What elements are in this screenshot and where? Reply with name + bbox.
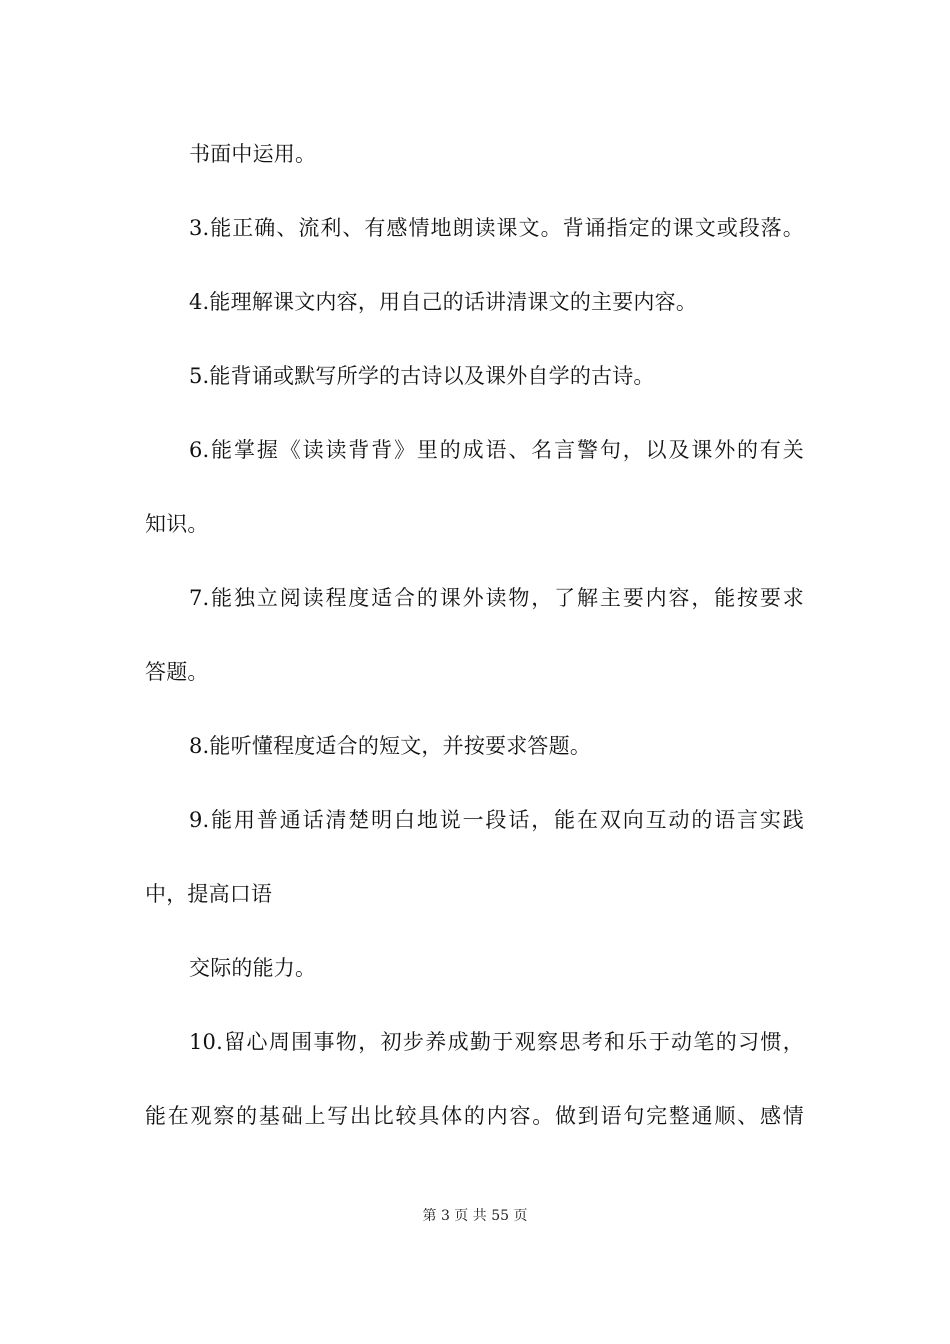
text-line: 8.能听懂程度适合的短文，并按要求答题。 xyxy=(189,734,592,758)
text-line: 5.能背诵或默写所学的古诗以及课外自学的古诗。 xyxy=(189,364,655,388)
text-line: 交际的能力。 xyxy=(189,956,317,980)
text-line: 6.能掌握《读读背背》里的成语、名言警句，以及课外的有关 xyxy=(189,438,804,462)
text-line: 9.能用普通话清楚明白地说一段话，能在双向互动的语言实践 xyxy=(189,808,804,832)
text-line: 3.能正确、流利、有感情地朗读课文。背诵指定的课文或段落。 xyxy=(189,216,804,240)
text-line: 知识。 xyxy=(145,512,209,536)
page-number-footer: 第 3 页 共 55 页 xyxy=(422,1208,528,1224)
text-line: 中，提高口语 xyxy=(145,882,273,906)
text-line: 10.留心周围事物，初步养成勤于观察思考和乐于动笔的习惯， xyxy=(189,1030,804,1054)
text-line: 能在观察的基础上写出比较具体的内容。做到语句完整通顺、感情 xyxy=(145,1104,804,1128)
text-line: 答题。 xyxy=(145,660,209,684)
text-line: 4.能理解课文内容，用自己的话讲清课文的主要内容。 xyxy=(189,290,698,314)
text-line: 书面中运用。 xyxy=(189,142,317,166)
text-line: 7.能独立阅读程度适合的课外读物，了解主要内容，能按要求 xyxy=(189,586,804,610)
